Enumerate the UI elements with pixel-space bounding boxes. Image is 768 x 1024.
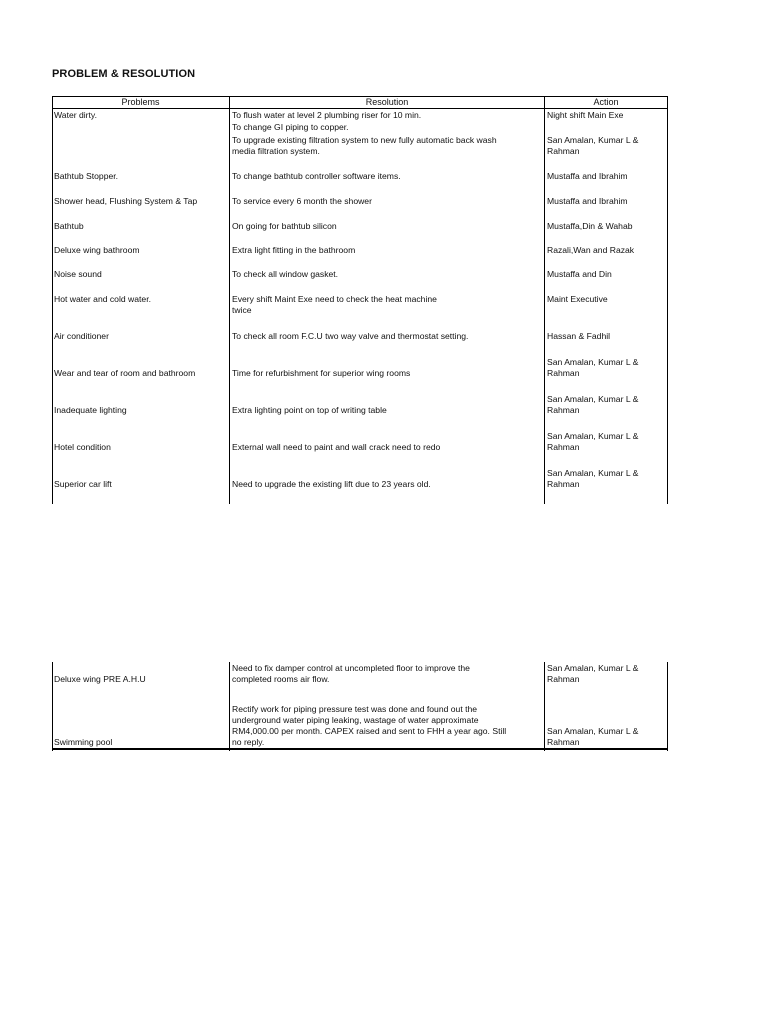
resolution-cell: To service every 6 month the shower bbox=[232, 196, 372, 206]
action-cell: Hassan & Fadhil bbox=[547, 331, 611, 341]
action-cell: Mustaffa and Din bbox=[547, 269, 612, 279]
resolution-cell: Extra light fitting in the bathroom bbox=[232, 245, 356, 255]
column-divider bbox=[229, 96, 230, 504]
action-cell: Mustaffa,Din & Wahab bbox=[547, 221, 633, 231]
header-bottom-border bbox=[52, 108, 668, 109]
problem-cell: Superior car lift bbox=[54, 479, 112, 489]
action-cell: Rahman bbox=[547, 674, 580, 684]
resolution-cell: Need to upgrade the existing lift due to 23 years old. bbox=[232, 479, 431, 489]
resolution-cell: underground water piping leaking, wastage of water approximate bbox=[232, 715, 479, 725]
header-action: Action bbox=[593, 97, 619, 107]
table-right-border bbox=[667, 662, 668, 751]
action-cell: San Amalan, Kumar L & bbox=[547, 431, 639, 441]
problem-cell: Bathtub Stopper. bbox=[54, 171, 119, 181]
table-left-border bbox=[52, 662, 53, 751]
column-divider bbox=[229, 662, 230, 751]
column-divider bbox=[544, 96, 545, 504]
problem-cell: Inadequate lighting bbox=[54, 405, 127, 415]
problem-cell: Air conditioner bbox=[54, 331, 109, 341]
action-cell: Rahman bbox=[547, 479, 580, 489]
resolution-cell: Need to fix damper control at uncompleted floor to improve the bbox=[232, 663, 470, 673]
action-cell: San Amalan, Kumar L & bbox=[547, 468, 639, 478]
resolution-cell: To flush water at level 2 plumbing riser for 10 min. bbox=[232, 110, 422, 120]
problem-cell: Wear and tear of room and bathroom bbox=[54, 368, 196, 378]
action-cell: Mustaffa and Ibrahim bbox=[547, 196, 628, 206]
resolution-cell: Rectify work for piping pressure test was done and found out the bbox=[232, 704, 478, 714]
resolution-cell: media filtration system. bbox=[232, 146, 320, 156]
resolution-cell: To check all window gasket. bbox=[232, 269, 339, 279]
action-cell: Rahman bbox=[547, 442, 580, 452]
action-cell: San Amalan, Kumar L & bbox=[547, 394, 639, 404]
problem-cell: Deluxe wing bathroom bbox=[54, 245, 140, 255]
resolution-cell: RM4,000.00 per month. CAPEX raised and sent to FHH a year ago. Still bbox=[232, 726, 507, 736]
column-divider bbox=[544, 662, 545, 751]
table-right-border bbox=[667, 96, 668, 504]
action-cell: San Amalan, Kumar L & bbox=[547, 357, 639, 367]
resolution-cell: twice bbox=[232, 305, 252, 315]
action-cell: Rahman bbox=[547, 146, 580, 156]
problem-cell: Water dirty. bbox=[54, 110, 97, 120]
action-cell: Mustaffa and Ibrahim bbox=[547, 171, 628, 181]
header-problems: Problems bbox=[121, 97, 160, 107]
resolution-cell: To check all room F.C.U two way valve and thermostat setting. bbox=[232, 331, 469, 341]
problem-cell: Shower head, Flushing System & Tap bbox=[54, 196, 198, 206]
action-cell: Maint Executive bbox=[547, 294, 608, 304]
problem-cell: Deluxe wing PRE A.H.U bbox=[54, 674, 146, 684]
action-cell: Night shift Main Exe bbox=[547, 110, 624, 120]
problem-cell: Hotel condition bbox=[54, 442, 111, 452]
problem-cell: Bathtub bbox=[54, 221, 84, 231]
header-resolution: Resolution bbox=[365, 97, 409, 107]
resolution-cell: To change GI piping to copper. bbox=[232, 122, 349, 132]
resolution-cell: To change bathtub controller software items. bbox=[232, 171, 401, 181]
table-bottom-border bbox=[52, 748, 668, 750]
resolution-cell: Every shift Maint Exe need to check the heat machine bbox=[232, 294, 437, 304]
resolution-cell: Time for refurbishment for superior wing rooms bbox=[232, 368, 411, 378]
problem-table-continued bbox=[52, 662, 668, 751]
resolution-cell: Extra lighting point on top of writing table bbox=[232, 405, 387, 415]
resolution-cell: To upgrade existing filtration system to new fully automatic back wash bbox=[232, 135, 497, 145]
problem-table bbox=[52, 96, 668, 504]
action-cell: Rahman bbox=[547, 368, 580, 378]
problem-cell: Swimming pool bbox=[54, 737, 113, 747]
action-cell: San Amalan, Kumar L & bbox=[547, 663, 639, 673]
resolution-cell: no reply. bbox=[232, 737, 265, 747]
action-cell: San Amalan, Kumar L & bbox=[547, 726, 639, 736]
table-left-border bbox=[52, 96, 53, 504]
resolution-cell: External wall need to paint and wall crack need to redo bbox=[232, 442, 441, 452]
action-cell: Rahman bbox=[547, 737, 580, 747]
problem-cell: Hot water and cold water. bbox=[54, 294, 151, 304]
action-cell: Razali,Wan and Razak bbox=[547, 245, 635, 255]
problem-cell: Noise sound bbox=[54, 269, 102, 279]
resolution-cell: completed rooms air flow. bbox=[232, 674, 330, 684]
page-title: PROBLEM & RESOLUTION bbox=[52, 68, 196, 80]
action-cell: Rahman bbox=[547, 405, 580, 415]
action-cell: San Amalan, Kumar L & bbox=[547, 135, 639, 145]
resolution-cell: On going for bathtub silicon bbox=[232, 221, 337, 231]
